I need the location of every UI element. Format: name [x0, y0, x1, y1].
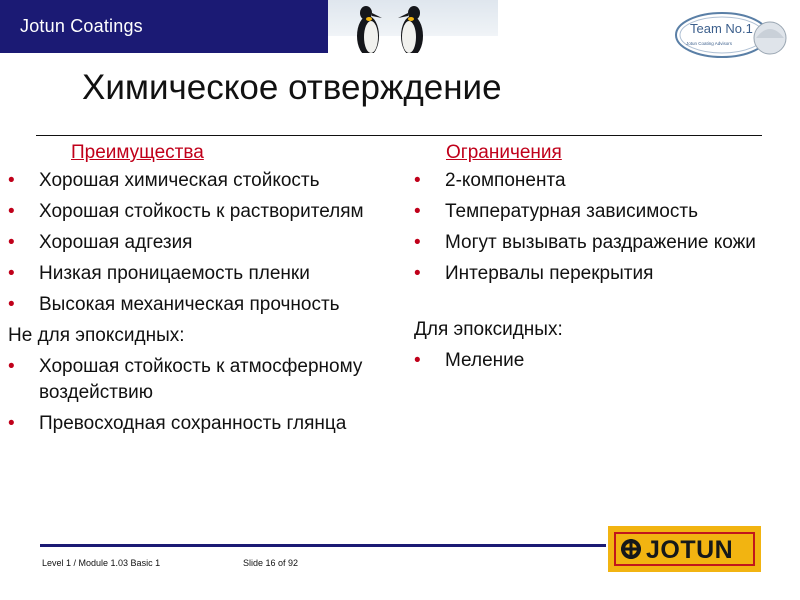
list-item	[8, 230, 393, 256]
list-item	[8, 199, 393, 225]
advantages-sub-list	[8, 354, 393, 437]
brand-name: Jotun Coatings	[20, 16, 143, 36]
list-item-text: Хорошая стойкость к атмосферному воздействию	[39, 356, 363, 403]
list-item-text: Могут вызывать раздражение кожи	[445, 232, 756, 253]
list-item	[414, 261, 786, 287]
advantages-heading: Преимущества	[71, 142, 204, 163]
advantages-list	[8, 168, 393, 318]
list-item	[414, 230, 786, 256]
list-item-text: 2-компонента	[445, 170, 566, 191]
penguin-image	[328, 0, 498, 53]
bullet-icon: •	[414, 263, 421, 284]
title-divider	[36, 135, 762, 136]
bullet-icon: •	[8, 170, 15, 191]
advantages-column	[8, 142, 393, 442]
team-logo-subtitle: Jotun Coating Advisors	[686, 41, 733, 46]
footer-slide-number: Slide 16 of 92	[243, 558, 299, 568]
list-item-text: Меление	[445, 350, 525, 371]
list-item-text: Хорошая адгезия	[39, 232, 193, 253]
jotun-wordmark: JOTUN	[646, 536, 734, 564]
bullet-icon: •	[8, 413, 15, 434]
list-item	[8, 261, 393, 287]
limitations-sub-list	[414, 348, 786, 374]
footer-module: Level 1 / Module 1.03 Basic 1	[42, 558, 161, 568]
limitations-subheading: Для эпоксидных:	[414, 319, 563, 340]
bullet-icon: •	[8, 263, 15, 284]
slide-title: Химическое отверждение	[82, 68, 502, 107]
list-item	[8, 354, 393, 406]
bullet-icon: •	[414, 350, 421, 371]
list-item	[8, 411, 393, 437]
list-item-text: Интервалы перекрытия	[445, 263, 654, 284]
list-item-text: Низкая проницаемость пленки	[39, 263, 310, 284]
list-item-text: Высокая механическая прочность	[39, 294, 340, 315]
bullet-icon: •	[8, 294, 15, 315]
list-item-text: Температурная зависимость	[445, 201, 698, 222]
list-item-text: Хорошая стойкость к растворителям	[39, 201, 364, 222]
advantages-subheading: Не для эпоксидных:	[8, 325, 185, 346]
jotun-logo	[608, 526, 761, 572]
bullet-icon: •	[8, 201, 15, 222]
footer-divider	[40, 544, 606, 547]
team-no1-logo	[672, 8, 790, 62]
bullet-icon: •	[8, 356, 15, 377]
list-item	[414, 168, 786, 194]
list-item-text: Превосходная сохранность глянца	[39, 413, 347, 434]
list-item	[414, 348, 786, 374]
limitations-heading: Ограничения	[446, 142, 562, 163]
bullet-icon: •	[414, 201, 421, 222]
jotun-globe-icon	[619, 537, 643, 561]
list-item-text: Хорошая химическая стойкость	[39, 170, 320, 191]
team-logo-title: Team No.1	[690, 21, 753, 36]
list-item	[8, 168, 393, 194]
bullet-icon: •	[414, 170, 421, 191]
bullet-icon: •	[8, 232, 15, 253]
header-band	[0, 0, 328, 53]
bullet-icon: •	[414, 232, 421, 253]
limitations-column	[414, 142, 786, 379]
list-item	[414, 199, 786, 225]
list-item	[8, 292, 393, 318]
limitations-list	[414, 168, 786, 287]
